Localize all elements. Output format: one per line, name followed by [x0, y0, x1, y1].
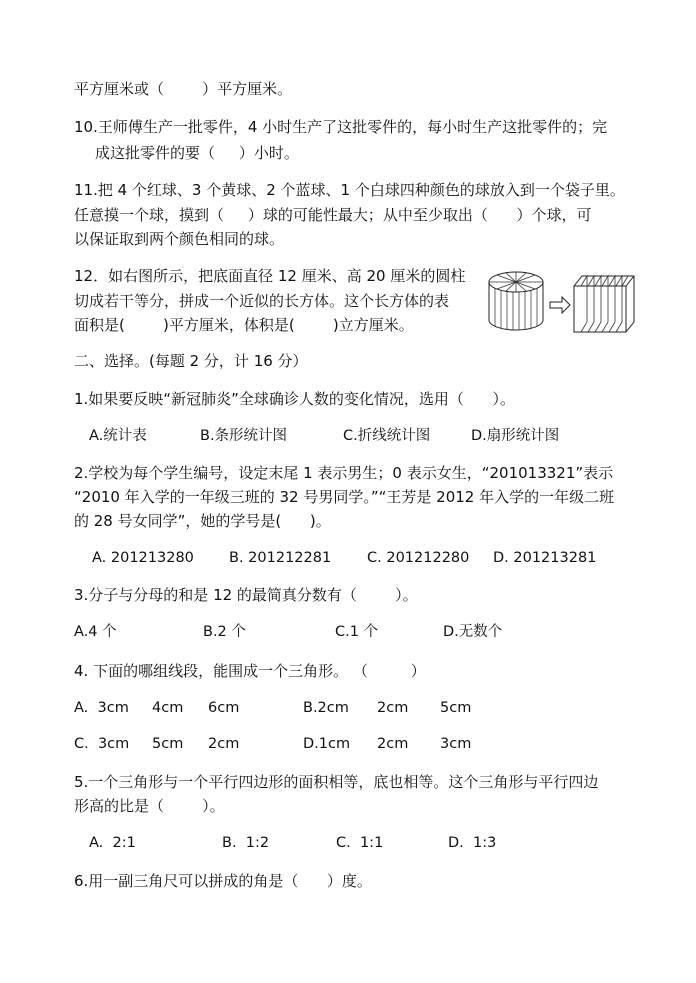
q4-row1-a: A. 3cm: [74, 700, 129, 716]
q3-option-d: D.无数个: [443, 624, 503, 640]
q3-stem: 3.分子与分母的和是 12 的最简真分数有（ ）。: [74, 586, 418, 604]
q4-stem: 4. 下面的哪组线段，能围成一个三角形。 （ ）: [74, 662, 426, 680]
q2-line-2: “2010 年入学的一年级三班的 32 号男同学。”“王芳是 2012 年入学的一年级二班: [74, 488, 615, 506]
q4-row1-b: B.2cm: [303, 700, 349, 716]
q4-row1-a2: 4cm: [152, 700, 184, 716]
q12-line-1: 12．如右图所示，把底面直径 12 厘米、高 20 厘米的圆柱: [74, 267, 466, 285]
cylinder-to-cuboid-figure: [486, 268, 644, 338]
q2-line-1: 2.学校为每个学生编号，设定末尾 1 表示男生；0 表示女生，“201013321”表示: [74, 464, 614, 482]
q4-row2-c: C. 3cm: [74, 736, 130, 752]
q4-row2-d3: 3cm: [440, 736, 472, 752]
q12-line-3: 面积是( )平方厘米，体积是( )立方厘米。: [74, 316, 414, 334]
q4-row2-d2: 2cm: [377, 736, 409, 752]
q1-option-c: C.折线统计图: [343, 428, 431, 444]
q4-row2-c2: 5cm: [152, 736, 184, 752]
q5-option-b: B. 1:2: [222, 835, 270, 851]
q4-row1-b3: 5cm: [440, 700, 472, 716]
q5-option-d: D. 1:3: [448, 835, 497, 851]
q11-line-2: 任意摸一个球，摸到（ ）球的可能性最大；从中至少取出（ ）个球，可: [74, 206, 592, 224]
q1-stem: 1.如果要反映“新冠肺炎”全球确诊人数的变化情况，选用（ ）。: [74, 390, 515, 408]
q1-option-b: B.条形统计图: [200, 428, 288, 444]
line-1: 平方厘米或（ ）平方厘米。: [74, 80, 293, 98]
q12-line-2: 切成若干等分，拼成一个近似的长方体。这个长方体的表: [74, 292, 450, 310]
q2-option-d: D. 201213281: [493, 550, 597, 566]
q1-option-d: D.扇形统计图: [471, 428, 560, 444]
q1-option-a: A.统计表: [89, 428, 147, 444]
q11-line-1: 11.把 4 个红球、3 个黄球、2 个蓝球、1 个白球四种颜色的球放入到一个袋子里。: [74, 181, 625, 199]
q2-option-b: B. 201212281: [229, 550, 332, 566]
q2-option-c: C. 201212280: [367, 550, 470, 566]
section-heading: 二、选择。(每题 2 分，计 16 分）: [74, 352, 308, 370]
q5-line-1: 5.一个三角形与一个平行四边形的面积相等，底也相等。这个三角形与平行四边: [74, 773, 599, 791]
q10-line-1: 10.王师傅生产一批零件，4 小时生产了这批零件的，每小时生产这批零件的；完: [74, 118, 608, 136]
q4-row2-c3: 2cm: [208, 736, 240, 752]
q4-row1-b2: 2cm: [377, 700, 409, 716]
q4-row2-d: D.1cm: [303, 736, 351, 752]
q5-option-c: C. 1:1: [336, 835, 384, 851]
q5-option-a: A. 2:1: [89, 835, 136, 851]
q3-option-b: B.2 个: [203, 624, 246, 640]
q6-stem: 6.用一副三角尺可以拼成的角是（ ）度。: [74, 872, 372, 890]
q3-option-a: A.4 个: [74, 624, 117, 640]
q2-option-a: A. 201213280: [92, 550, 194, 566]
q5-line-2: 形高的比是（ ）。: [74, 797, 225, 815]
q3-option-c: C.1 个: [335, 624, 379, 640]
q11-line-3: 以保证取到两个颜色相同的球。: [74, 230, 285, 248]
q10-line-2: 成这批零件的要（ ）小时。: [95, 144, 299, 162]
q4-row1-a3: 6cm: [208, 700, 240, 716]
q2-line-3: 的 28 号女同学”，她的学号是( )。: [74, 512, 331, 530]
